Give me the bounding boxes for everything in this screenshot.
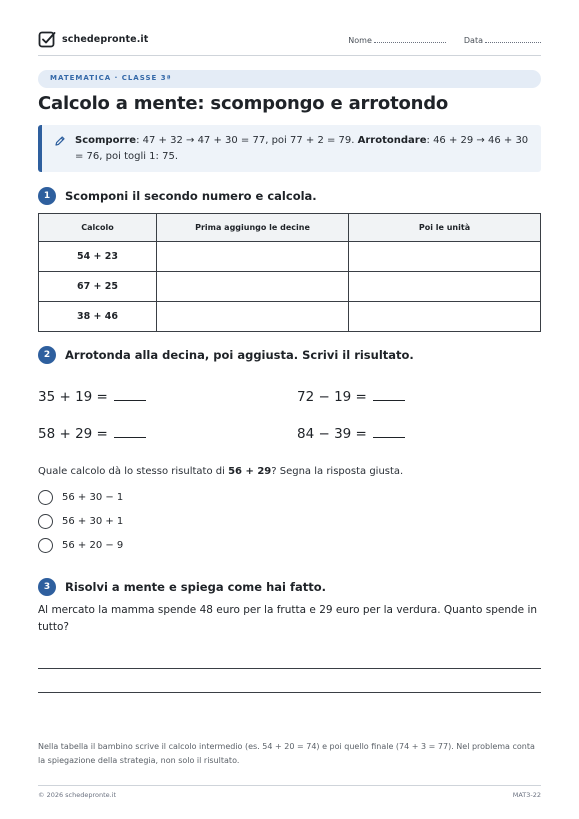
hint-scomporre-label: Scomporre [75,135,137,146]
date-blank [485,35,541,43]
answer-cell-decine[interactable] [157,302,349,332]
table-row [39,242,541,272]
brand-name: schedepronte.it [62,33,149,45]
table-row [39,302,541,332]
column-header-unita: Poi le unità [349,214,541,242]
answer-cell-unita[interactable] [349,272,541,302]
answer-blank[interactable] [114,426,146,438]
header-divider [38,55,541,56]
choice-option-1[interactable] [38,490,123,505]
answer-cell-unita[interactable] [349,302,541,332]
choice-label: 56 + 30 + 1 [62,516,124,527]
operation-3 [38,426,146,442]
operation-1-text: 35 + 19 = [38,389,108,405]
answer-line[interactable] [38,668,541,669]
answer-line[interactable] [38,692,541,693]
radio-circle[interactable] [38,538,53,553]
choice-option-3[interactable] [38,538,123,553]
operation-2 [297,389,405,405]
question-bold: 56 + 29 [228,466,272,477]
operation-4-text: 84 − 39 = [297,426,367,442]
table-row [39,272,541,302]
radio-circle[interactable] [38,490,53,505]
question-post: ? Segna la risposta giusta. [271,466,404,477]
section-2-title: Arrotonda alla decina, poi aggiusta. Scrivi il risultato. [65,348,414,362]
decomposition-table [38,213,541,332]
hint-box [38,125,541,172]
answer-cell-decine[interactable] [157,272,349,302]
section-2-number: 2 [38,346,56,364]
date-label: Data [463,36,483,45]
section-1-heading [38,187,317,205]
table-cell-calcolo: 67 + 25 [39,272,157,302]
question-pre: Quale calcolo dà lo stesso risultato di [38,466,229,477]
hint-arrotondare-label: Arrotondare [357,135,427,146]
section-1-number: 1 [38,187,56,205]
footer-code: MAT3-22 [512,791,541,799]
answer-cell-unita[interactable] [349,242,541,272]
pencil-icon [54,135,66,147]
footer-copyright: © 2026 schedepronte.it [38,791,117,799]
table-cell-calcolo: 38 + 46 [39,302,157,332]
date-field [464,35,541,45]
answer-blank[interactable] [373,389,405,401]
hint-text [75,133,535,165]
multiple-choice-question [38,466,403,477]
answer-cell-decine[interactable] [157,242,349,272]
table-header-row [39,214,541,242]
name-blank [374,35,446,43]
student-fields [348,35,541,45]
name-label: Nome [348,36,372,45]
subject-badge-label: MATEMATICA · CLASSE 3ª [50,74,172,82]
brand-logo [38,30,148,48]
hint-scomporre-text: : 47 + 32 → 47 + 30 = 77, poi 77 + 2 = 79. [136,135,358,146]
operation-2-text: 72 − 19 = [297,389,367,405]
table-cell-calcolo: 54 + 23 [39,242,157,272]
section-2-heading [38,346,414,364]
operation-3-text: 58 + 29 = [38,426,108,442]
operation-1 [38,389,146,405]
section-3-number: 3 [38,578,56,596]
answer-blank[interactable] [373,426,405,438]
page-title: Calcolo a mente: scompongo e arrotondo [38,93,449,114]
footer-divider [38,785,541,786]
hint-arrotondare-text: : 46 + 29 → 46 + 30 = 76, poi togli 1: 75. [75,135,529,162]
name-field [348,35,446,45]
checkbox-logo-icon [38,30,56,48]
section-3-title: Risolvi a mente e spiega come hai fatto. [65,580,327,594]
operation-4 [297,426,405,442]
section-1-title: Scomponi il secondo numero e calcola. [65,189,317,203]
answer-blank[interactable] [114,389,146,401]
radio-circle[interactable] [38,514,53,529]
teacher-note: Nella tabella il bambino scrive il calcolo intermedio (es. 54 + 20 = 74) e poi quello finale (74 + 3 = 77). Nel problema conta la spiegazione della strategia, non solo il risultato. [38,742,535,765]
page-header [38,30,541,54]
subject-badge [38,70,541,88]
word-problem: Al mercato la mamma spende 48 euro per la frutta e 29 euro per la verdura. Quanto spende in tutto? [38,604,538,633]
choice-option-2[interactable] [38,514,123,529]
section-3-heading [38,578,326,596]
column-header-decine: Prima aggiungo le decine [157,214,349,242]
choice-label: 56 + 20 − 9 [62,540,124,551]
choice-label: 56 + 30 − 1 [62,492,124,503]
column-header-calcolo: Calcolo [39,214,157,242]
